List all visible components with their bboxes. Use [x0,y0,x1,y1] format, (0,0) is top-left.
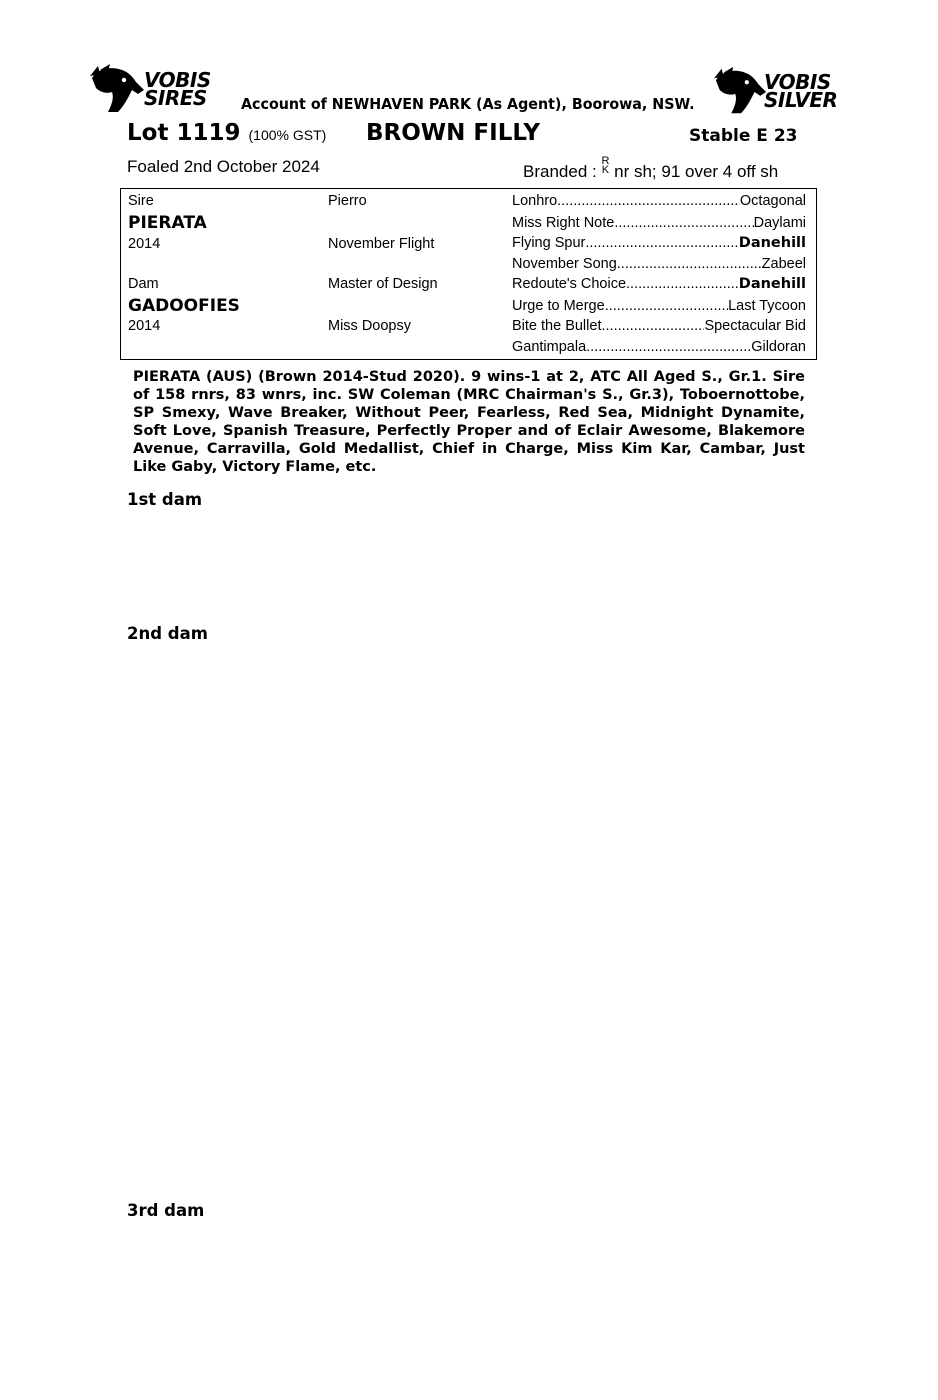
ggs-row [512,339,806,355]
lot-number [127,120,326,146]
stable-number: Stable E 23 [689,126,798,146]
ggs-row [512,235,806,251]
vobis-sires-logo [88,64,211,114]
dam-name: GADOOFIES [128,296,240,316]
lot-label: Lot 1119 [127,120,241,146]
ggs-row [512,318,806,334]
brand-mark-top: R [601,155,610,167]
logo-left-line2: SIRES [144,86,207,110]
ggs-left: Lonhro [512,193,558,209]
ggs-right: Danehill [738,276,806,292]
horse-head-icon [88,64,148,114]
brand-mark-bottom: K [601,164,610,176]
ggs-right: Octagonal [739,193,806,209]
dam-year: 2014 [128,318,161,334]
ggs-row [512,215,806,231]
ggs-right: Last Tycoon [728,298,806,314]
ggs-left: November Song [512,256,617,272]
sire-label: Sire [128,193,154,209]
ggs-right: Daylami [753,215,806,231]
vendor-account: Account of NEWHAVEN PARK (As Agent), Boorowa, NSW. [241,95,695,113]
ggs-row [512,298,806,314]
second-dam-heading: 2nd dam [127,624,208,643]
ggs-left: Urge to Merge [512,298,605,314]
sire-name: PIERATA [128,213,207,233]
ggs-left: Bite the Bullet [512,318,602,334]
gst-note: (100% GST) [248,127,327,143]
ggs-row [512,256,806,272]
brand-info [523,157,778,182]
ggs-left: Gantimpala [512,339,587,355]
sire-summary: PIERATA (AUS) (Brown 2014-Stud 2020). 9 wins-1 at 2, ATC All Aged S., Gr.1. Sire of 158 rnrs, 83 wnrs, inc. SW Coleman (MRC Chairman's S., Gr.3), Toboernottobe, SP Smexy, Wave Breaker, Without Peer, Fearless, Red Sea, Midnight Dynamite, Soft Love, Spanish Treasure, Perfectly Proper and of Eclair Awesome, Blakemore Avenue, Carravilla, Gold Medallist, Chief in Charge, Miss Kim Kar, Cambar, Just Like Gaby, Victory Flame, etc. [133,369,805,475]
logo-right-line2: SILVER [764,88,838,112]
third-dam-heading: 3rd dam [127,1201,205,1220]
damsire: Master of Design [328,276,438,292]
lot-title: BROWN FILLY [366,120,541,146]
first-dam-heading: 1st dam [127,490,203,509]
brand-prefix: Branded : [523,162,602,181]
ggs-left: Flying Spur [512,235,586,251]
pedigree-table [120,188,817,360]
horse-head-icon [712,66,770,116]
foaled-date: Foaled 2nd October 2024 [127,157,320,176]
ggs-left: Redoute's Choice [512,276,627,292]
grandsire: Pierro [328,193,367,209]
brand-suffix: nr sh; 91 over 4 off sh [609,162,779,181]
ggs-right: Zabeel [761,256,806,272]
ggs-right: Spectacular Bid [704,318,806,334]
vobis-silver-logo [712,66,837,116]
ggs-left: Miss Right Note [512,215,615,231]
granddam-sire-side: November Flight [328,236,435,252]
dam-label: Dam [128,276,159,292]
ggs-row [512,193,806,209]
logo-left-line1: VOBIS [144,68,211,92]
granddam-dam-side: Miss Doopsy [328,318,411,334]
ggs-right: Gildoran [751,339,806,355]
logo-right-line1: VOBIS [764,70,831,94]
ggs-row [512,276,806,292]
ggs-right: Danehill [738,235,806,251]
sire-year: 2014 [128,236,161,252]
